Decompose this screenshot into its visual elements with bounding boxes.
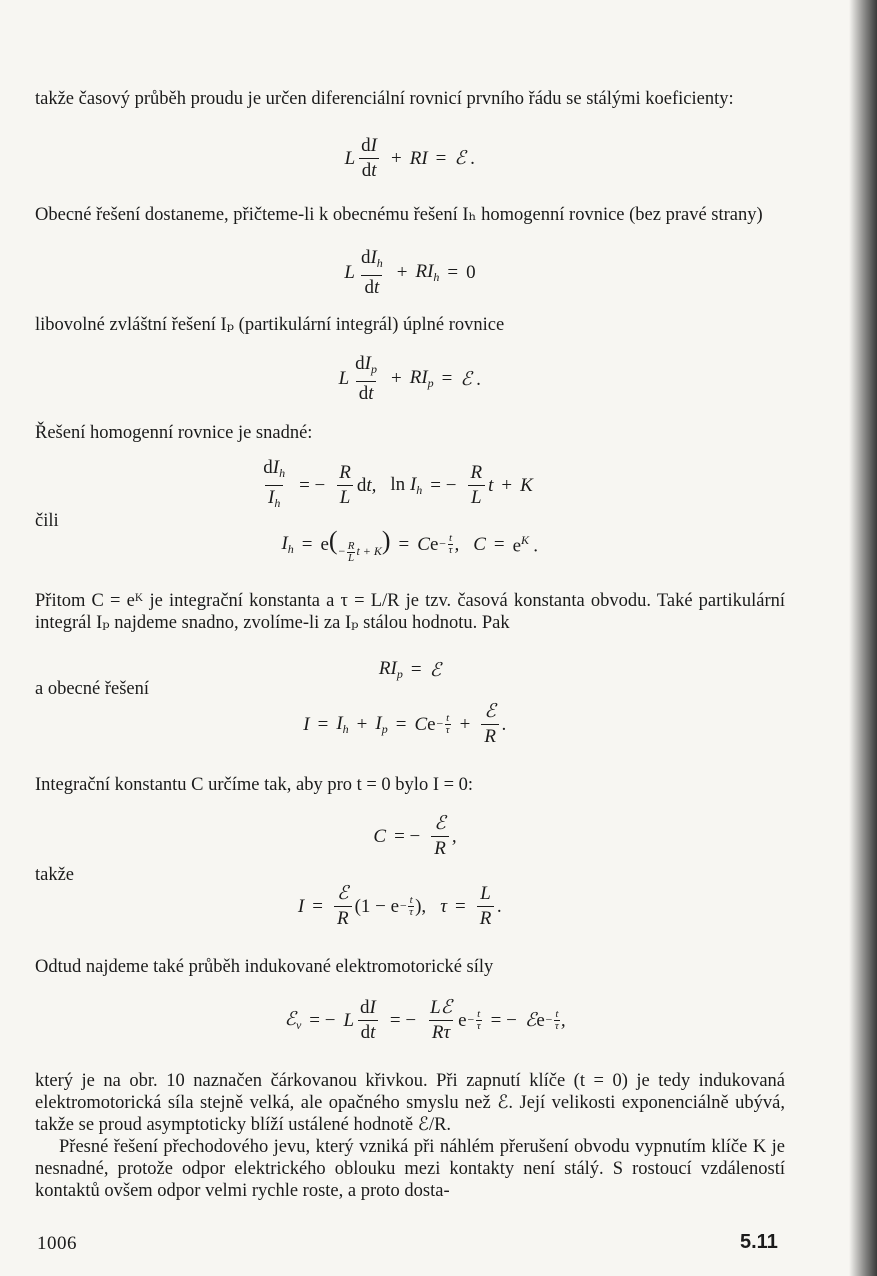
equation-9: I = $\frac{\text{ℰ}}{R}$ (1 − e − $\frac{t}{\tau}$ ), τ = $\frac{L}{R}$ . <box>297 883 503 929</box>
paragraph-2: Obecné řešení dostaneme, přičteme-li k obecnému řešení Iₕ homogenní rovnice (bez pravé strany) <box>35 205 763 225</box>
section-number: 5.11 <box>740 1231 778 1253</box>
paragraph-5: čili <box>35 511 59 531</box>
equation-5: $I_h$ = e (− $\frac{R}{L}$ t + K) = Ce − $\frac{t}{\tau}$ , C = $e^K$ . <box>281 526 539 564</box>
equation-1: L $\frac{dI}{dt}$ + RI = ℰ . <box>344 135 476 181</box>
paragraph-8: Integrační konstantu C určíme tak, aby pro t = 0 bylo I = 0: <box>35 775 474 795</box>
equation-2: L $\frac{dI_h}{dt}$ + $RI_h$ = 0 <box>344 247 476 298</box>
paragraph-1: takže časový průběh proudu je určen diferenciální rovnicí prvního řádu se stálými koeficienty: <box>35 89 734 109</box>
paragraph-7: a obecné řešení <box>35 679 150 699</box>
page-number: 1006 <box>37 1233 77 1254</box>
paragraph-11: který je na obr. 10 naznačen čárkovanou křivkou. Při zapnutí klíče (t = 0) je tedy indukovaná elektromotorická síla stejně velká, ale opačného smyslu než ℰ. Její velikosti exponenciálně ubývá, takže se proud asymptoticky blíží ustálené hodnotě ℰ/R. <box>35 1071 785 1135</box>
paragraph-4: Řešení homogenní rovnice je snadné: <box>35 423 313 443</box>
equation-4: $\frac{dI_h}{I_h}$ = − $\frac{R}{L}$ dt, $\ln I_h$ = − $\frac{R}{L}$ t + K <box>20 458 770 513</box>
paragraph-3: libovolné zvláštní řešení Iₚ (partikulární integrál) úplné rovnice <box>35 315 505 335</box>
paragraph-9: takže <box>35 865 75 885</box>
paragraph-6: Přitom C = eᴷ je integrační konstanta a τ = L/R je tzv. časová konstanta obvodu. Také partikulární integrál Iₚ najdeme snadno, zvolíme-li za Iₚ stálou hodnotu. Pak <box>35 591 785 633</box>
equation-3: L $\frac{dI_p}{dt}$ + $RI_p$ = ℰ . <box>338 353 482 404</box>
page-edge-shadow <box>849 0 877 1276</box>
equation-10: ℰ$_v$ = − L $\frac{dI}{dt}$ = − $\frac{\text{Lℰ}}{R\tau}$ e − $\frac{t}{\tau}$ = − ℰ e − $\frac{t}{\tau}$ , <box>284 997 566 1043</box>
equation-7: I = $I_h$ + $I_p$ = Ce − $\frac{t}{\tau}$ + $\frac{\text{ℰ}}{R}$ . <box>303 701 507 747</box>
equation-6: $RI_p$ = ℰ <box>378 658 442 681</box>
equation-8: C = − $\frac{\text{ℰ}}{R}$ , <box>373 813 457 859</box>
paragraph-10: Odtud najdeme také průběh indukované elektromotorické síly <box>35 957 494 977</box>
paragraph-12: Přesné řešení přechodového jevu, který vzniká při náhlém přerušení obvodu vypnutím klíče K je nesnadné, protože odpor elektrického oblouku mezi kontakty není stálý. S rostoucí vzdáleností kontaktů ovšem odpor velmi rychle roste, a proto dosta- <box>35 1137 785 1201</box>
